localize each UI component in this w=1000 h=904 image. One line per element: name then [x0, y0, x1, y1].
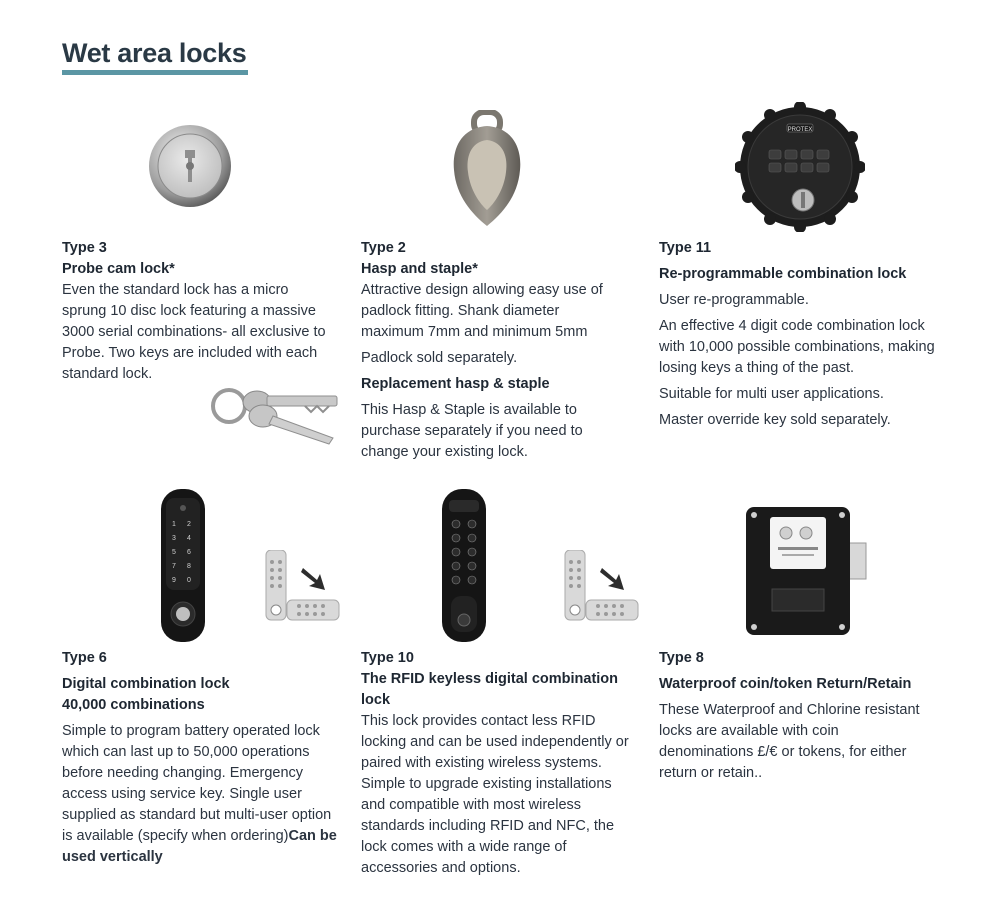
combination-dial-image [735, 102, 865, 232]
svg-text:0: 0 [187, 577, 191, 584]
product-description: This lock provides contact less RFID locking and can be used independently or paired with existing wireless systems. Simple to upgrade existing installations and compatible with most wireless standards including RFID and NFC, the lock comes with a wide range of accessories and options. [361, 713, 629, 876]
product-description: User re-programmable. [659, 292, 809, 308]
orientation-diagram-icon [564, 550, 639, 622]
page-title: Wet area locks [62, 38, 247, 68]
product-description: Even the standard lock has a micro sprung 10 disc lock featuring a massive 3000 serial combinations- all exclusive to Probe. Two keys are included with each standard lock. [62, 282, 326, 382]
product-name: Waterproof coin/token Return/Retain [659, 676, 912, 692]
orientation-diagram-icon [265, 550, 340, 622]
svg-text:4: 4 [187, 535, 191, 542]
svg-text:8: 8 [187, 563, 191, 570]
product-type2 [361, 238, 623, 463]
product-description: An effective 4 digit code combination lock with 10,000 possible combinations, making losing keys a thing of the past. [659, 318, 935, 376]
product-name-line2: 40,000 combinations [62, 697, 205, 713]
product-type: Type 10 [361, 650, 414, 666]
product-description: These Waterproof and Chlorine resistant locks are available with coin denominations £/€ or tokens, for either return or retain.. [659, 702, 920, 781]
product-name: Digital combination lock [62, 676, 230, 692]
brand-label: PROTEX [787, 127, 813, 133]
product-type3 [62, 238, 347, 385]
product-name: Hasp and staple* [361, 261, 478, 277]
svg-text:5: 5 [172, 549, 176, 556]
product-type: Type 3 [62, 240, 107, 256]
svg-text:9: 9 [172, 577, 176, 584]
rfid-lock-image [441, 488, 487, 643]
keys-image [205, 378, 340, 446]
coin-lock-image [744, 505, 872, 637]
product-description [62, 721, 337, 868]
product-type8 [659, 648, 934, 784]
product-name: Re-programmable combination lock [659, 266, 907, 282]
product-description: Master override key sold separately. [659, 412, 891, 428]
product-type10 [361, 648, 636, 879]
svg-text:3: 3 [172, 535, 176, 542]
svg-text:1: 1 [172, 521, 176, 528]
product-subheading: Replacement hasp & staple [361, 376, 550, 392]
hasp-image [450, 110, 524, 230]
svg-text:6: 6 [187, 549, 191, 556]
cam-lock-image [148, 124, 232, 208]
product-description: Suitable for multi user applications. [659, 386, 884, 402]
product-note: Padlock sold separately. [361, 350, 518, 366]
product-type11 [659, 238, 939, 431]
product-type: Type 11 [659, 240, 712, 256]
product-type: Type 6 [62, 650, 107, 666]
product-subdescription: This Hasp & Staple is available to purchase separately if you need to change your existing lock. [361, 402, 583, 460]
description-emphasis: Can be used vertically [62, 828, 337, 865]
title-underline [62, 70, 248, 75]
product-name: Probe cam lock* [62, 261, 175, 277]
svg-text:2: 2 [187, 521, 191, 528]
digital-lock-image [160, 488, 206, 643]
product-type6 [62, 648, 342, 868]
product-name: The RFID keyless digital combination lock [361, 671, 619, 708]
product-type: Type 8 [659, 650, 704, 666]
product-type: Type 2 [361, 240, 406, 256]
product-description: Attractive design allowing easy use of padlock fitting. Shank diameter maximum 7mm and minimum 5mm [361, 282, 603, 340]
svg-text:7: 7 [172, 563, 176, 570]
description-text: Simple to program battery operated lock which can last up to 50,000 operations before needing changing. Emergency access using service key. Single user supplied as standard but multi-user option is available (specify when ordering) [62, 723, 332, 844]
